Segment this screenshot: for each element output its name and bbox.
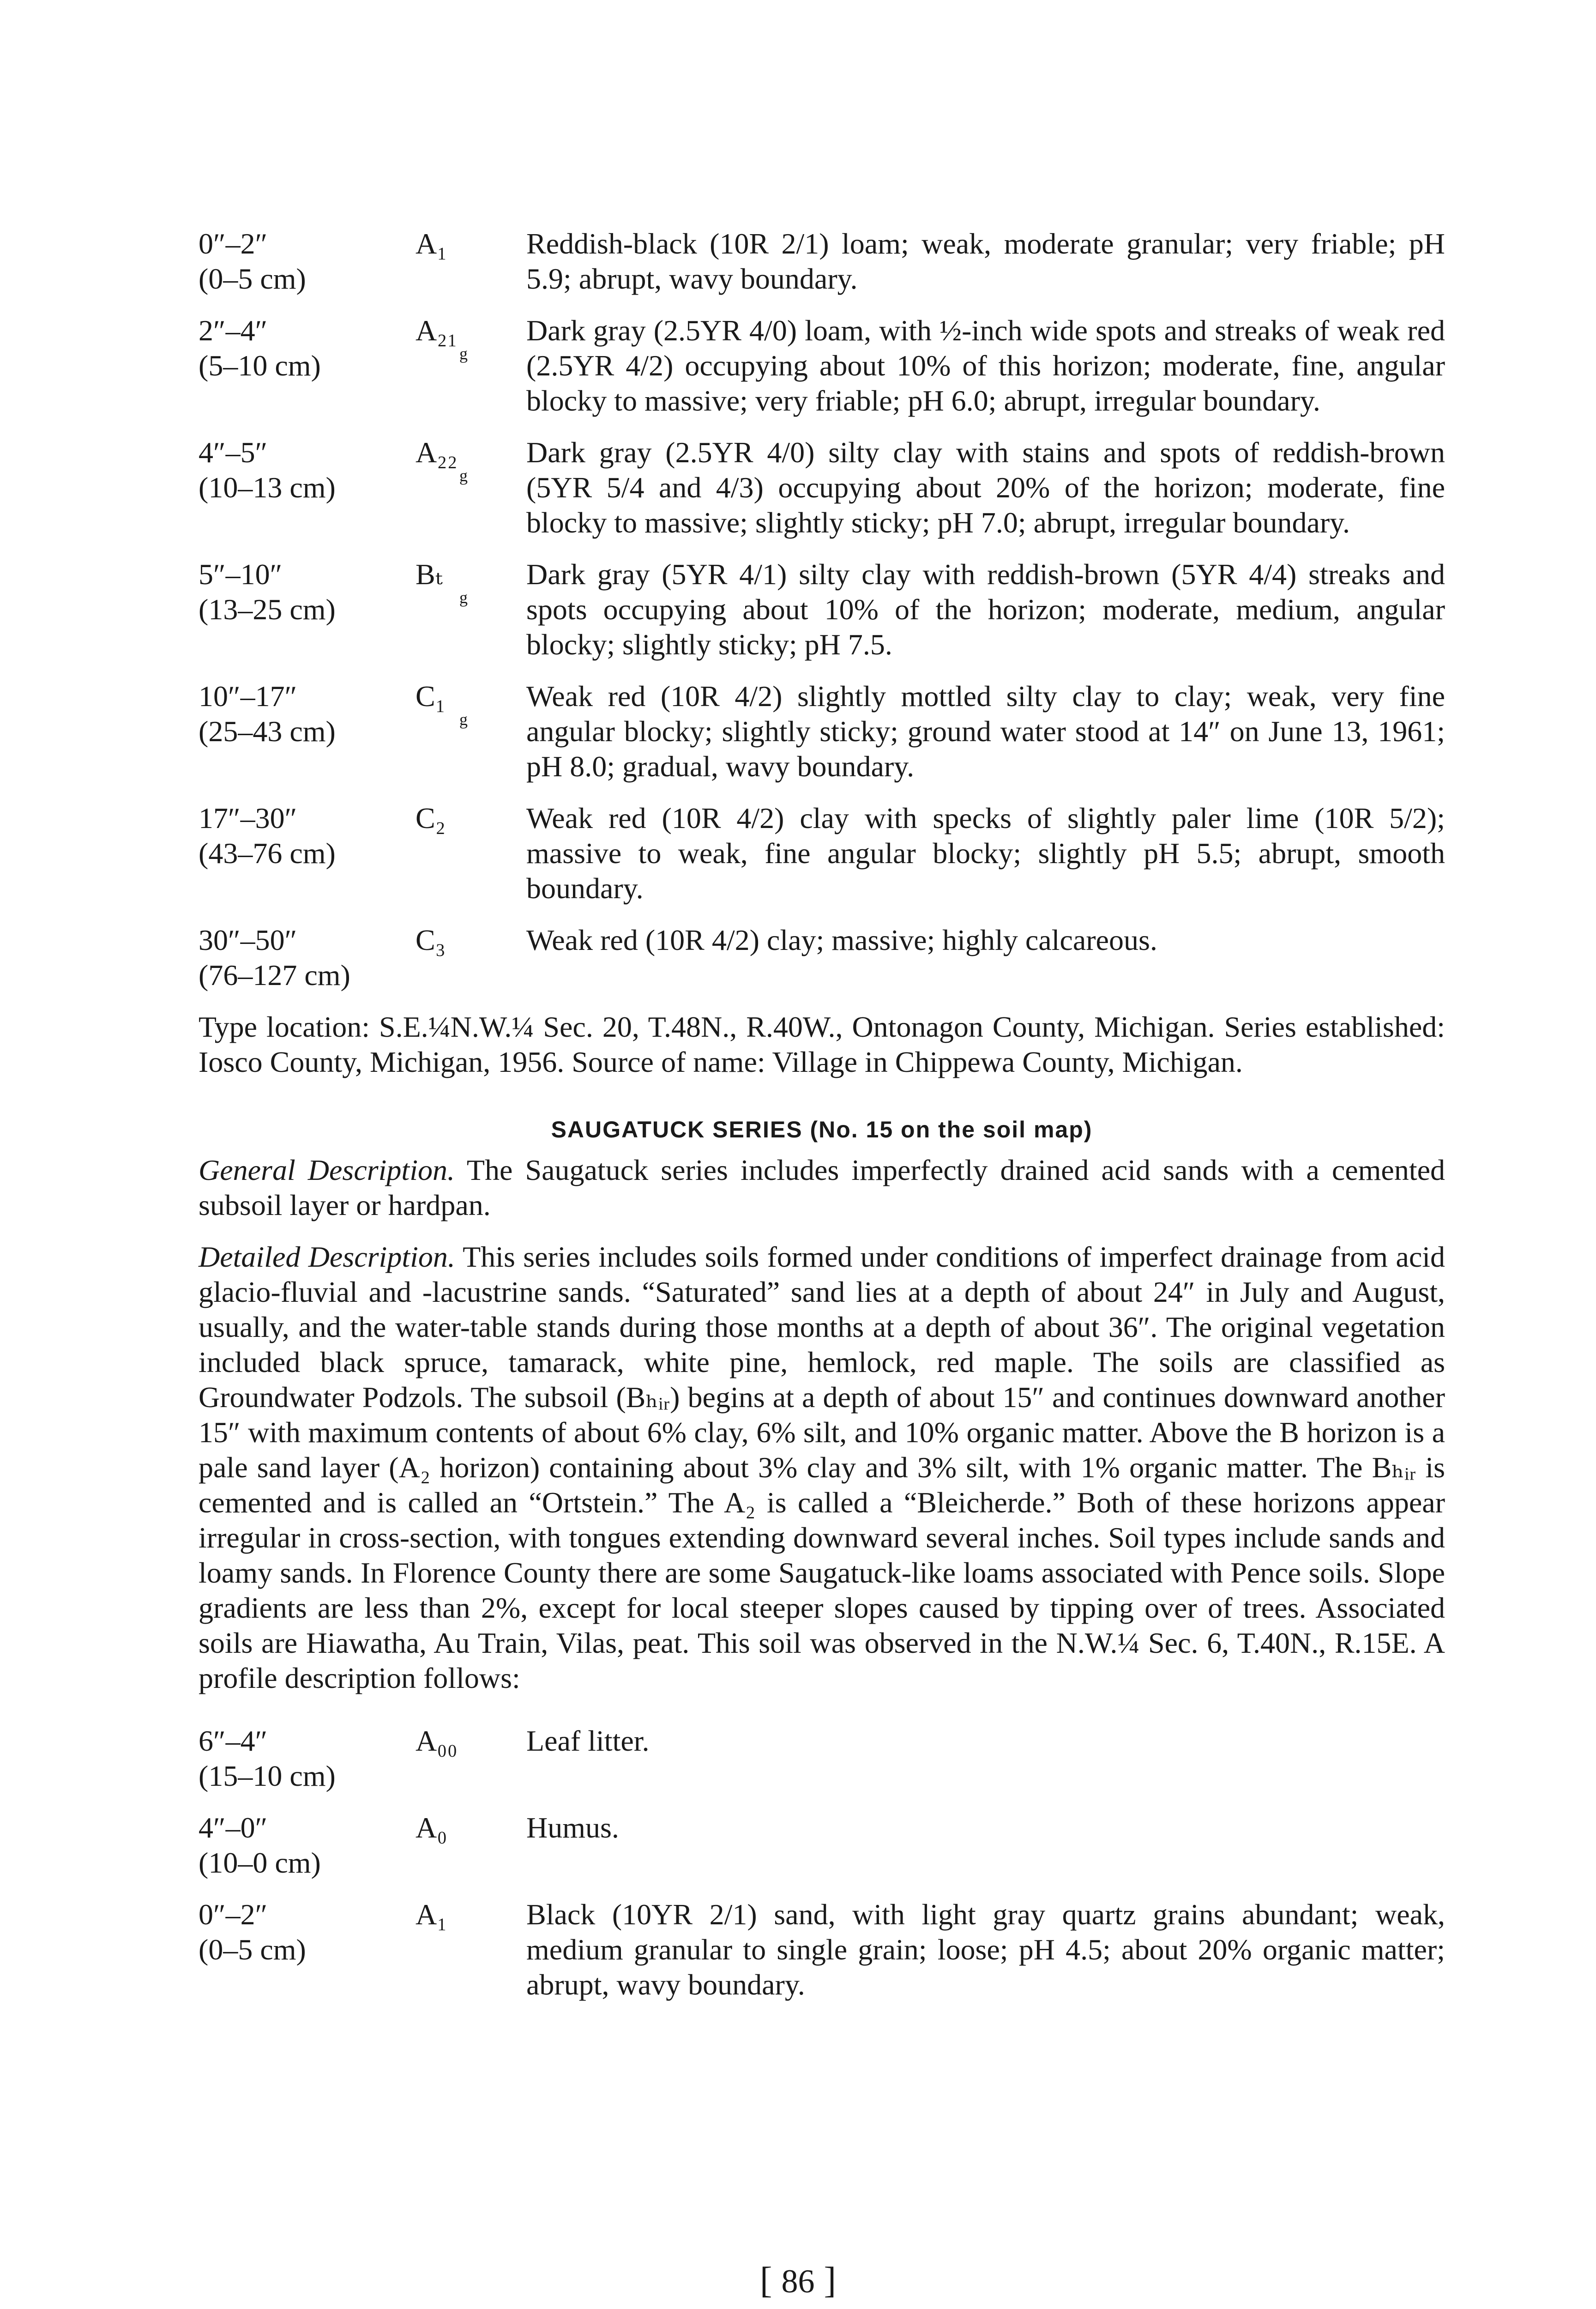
depth-inches: 4″–0″ <box>199 1811 268 1844</box>
depth-cm: (43–76 cm) <box>199 837 336 870</box>
horizon-code <box>416 801 526 906</box>
depth-inches: 30″–50″ <box>199 924 297 956</box>
horizon-row <box>199 923 1445 993</box>
general-description-text: The Saugatuck series includes imperfectly drained acid sands with a cemented subsoil layer or hardpan. <box>199 1154 1445 1221</box>
horizon-description: Black (10YR 2/1) sand, with light gray quartz grains abundant; weak, medium granular to single grain; loose; pH 4.5; about 20% organic matter; abrupt, wavy boundary. <box>526 1898 1445 2001</box>
horizon-description: Reddish-black (10R 2/1) loam; weak, moderate granular; very friable; pH 5.9; abrupt, wavy boundary. <box>526 227 1445 295</box>
detailed-description-text: This series includes soils formed under conditions of imperfect drainage from acid glacio-fluvial and -lacustrine sands. “Saturated” sand lies at a depth of about 24″ in July and August, usually, and the water-table stands during those months at a depth of about 36″. The original vegetation included black spruce, tamarack, white pine, hemlock, red maple. The soils are classified as Groundwater Podzols. The subsoil (Bₕᵢᵣ) begins at a depth of about 15″ and continues downward another 15″ with maximum contents of about 6% clay, 6% silt, and 10% organic matter. Above the B horizon is a pale sand layer (A₂ horizon) containing about 3% clay and 3% silt, with 1% organic matter. The Bₕᵢᵣ is cemented and is called an “Ortstein.” The A₂ is called a “Bleicherde.” Both of these horizons appear irregular in cross-section, with tongues extending downward several inches. Soil types include sands and loamy sands. In Florence County there are some Saugatuck-like loams associated with Pence soils. Slope gradients are less than 2%, except for local steeper slopes caused by tipping over of trees. Associated soils are Hiawatha, Au Train, Vilas, peat. This soil was observed in the N.W.¼ Sec. 6, T.40N., R.15E. A profile description follows: <box>199 1240 1445 1694</box>
horizon-symbol: C₃ <box>416 924 446 956</box>
horizon-description: Humus. <box>526 1811 619 1844</box>
horizon-code <box>416 226 526 296</box>
horizon-symbol: A₂₁ <box>416 314 458 347</box>
horizon-code <box>416 1897 526 2002</box>
horizon-code <box>416 313 526 418</box>
detailed-description-lead: Detailed Description. <box>199 1240 455 1273</box>
depth-inches: 0″–2″ <box>199 1898 268 1931</box>
horizon-code <box>416 679 526 784</box>
horizon-depth <box>199 923 416 993</box>
gley-mark: g <box>459 345 468 363</box>
horizon-symbol: C₂ <box>416 802 446 834</box>
depth-cm: (13–25 cm) <box>199 593 336 626</box>
left-bracket: [ <box>759 2260 782 2301</box>
gley-mark: g <box>459 588 468 607</box>
page-body <box>199 226 1445 2019</box>
horizon-description: Dark gray (5YR 4/1) silty clay with reddish-brown (5YR 4/4) streaks and spots occupying about 10% of the horizon; moderate, medium, angular blocky; slightly sticky; pH 7.5. <box>526 558 1445 661</box>
horizon-symbol: Bₜ <box>416 558 443 591</box>
horizon-depth <box>199 313 416 418</box>
horizon-depth <box>199 435 416 540</box>
horizon-code <box>416 435 526 540</box>
depth-cm: (15–10 cm) <box>199 1759 336 1792</box>
depth-inches: 0″–2″ <box>199 227 268 260</box>
horizon-code <box>416 923 526 993</box>
page-number <box>0 2262 1596 2300</box>
detailed-description-paragraph <box>199 1239 1445 1696</box>
horizon-depth <box>199 1810 416 1880</box>
horizon-row <box>199 1723 1445 1794</box>
horizon-row <box>199 679 1445 784</box>
horizon-symbol: A₀ <box>416 1811 447 1844</box>
horizon-row <box>199 1810 1445 1880</box>
general-description-paragraph <box>199 1153 1445 1223</box>
horizon-code <box>416 557 526 662</box>
depth-inches: 17″–30″ <box>199 802 297 834</box>
horizon-symbol: A₁ <box>416 227 447 260</box>
horizon-depth <box>199 679 416 784</box>
horizon-depth <box>199 226 416 296</box>
horizon-description: Dark gray (2.5YR 4/0) silty clay with stains and spots of reddish-brown (5YR 5/4 and 4/3) occupying about 20% of the horizon; moderate, fine blocky to massive; slightly sticky; pH 7.0; abrupt, irregular boundary. <box>526 436 1445 539</box>
depth-cm: (25–43 cm) <box>199 715 336 748</box>
depth-cm: (0–5 cm) <box>199 262 306 295</box>
horizon-row <box>199 435 1445 540</box>
depth-cm: (76–127 cm) <box>199 959 350 991</box>
horizon-description: Weak red (10R 4/2) clay with specks of slightly paler lime (10R 5/2); massive to weak, fine angular blocky; slightly pH 5.5; abrupt, smooth boundary. <box>526 802 1445 905</box>
right-bracket: ] <box>814 2260 837 2301</box>
horizon-depth <box>199 557 416 662</box>
horizon-row <box>199 313 1445 418</box>
horizon-symbol: A₂₂ <box>416 436 458 469</box>
gley-mark: g <box>459 710 468 729</box>
horizon-row <box>199 1897 1445 2002</box>
depth-cm: (0–5 cm) <box>199 1933 306 1966</box>
page-number-value: 86 <box>781 2263 815 2300</box>
horizon-row <box>199 557 1445 662</box>
horizon-depth <box>199 801 416 906</box>
horizon-code <box>416 1810 526 1880</box>
horizon-depth <box>199 1897 416 2002</box>
horizon-description: Leaf litter. <box>526 1724 650 1757</box>
depth-inches: 4″–5″ <box>199 436 268 469</box>
depth-inches: 2″–4″ <box>199 314 268 347</box>
depth-cm: (5–10 cm) <box>199 349 321 382</box>
general-description-lead: General Description. <box>199 1154 455 1186</box>
horizon-symbol: C₁ <box>416 680 446 713</box>
horizon-row <box>199 801 1445 906</box>
gley-mark: g <box>459 466 468 485</box>
depth-inches: 5″–10″ <box>199 558 283 591</box>
horizon-code <box>416 1723 526 1794</box>
horizon-depth <box>199 1723 416 1794</box>
type-location-paragraph: Type location: S.E.¼N.W.¼ Sec. 20, T.48N., R.40W., Ontonagon County, Michigan. Series established: Iosco County, Michigan, 1956. Source of name: Village in Chippewa County, Michigan. <box>199 1010 1445 1078</box>
profile-table-2 <box>199 1723 1445 2002</box>
horizon-description: Weak red (10R 4/2) slightly mottled silty clay to clay; weak, very fine angular blocky; slightly sticky; ground water stood at 14″ on June 13, 1961; pH 8.0; gradual, wavy boundary. <box>526 680 1445 783</box>
horizon-symbol: A₁ <box>416 1898 447 1931</box>
horizon-row <box>199 226 1445 296</box>
depth-inches: 6″–4″ <box>199 1724 268 1757</box>
horizon-description: Dark gray (2.5YR 4/0) loam, with ½-inch wide spots and streaks of weak red (2.5YR 4/2) occupying about 10% of this horizon; moderate, fine, angular blocky to massive; very friable; pH 6.0; abrupt, irregular boundary. <box>526 314 1445 417</box>
section-title: SAUGATUCK SERIES (No. 15 on the soil map) <box>551 1117 1093 1142</box>
horizon-symbol: A₀₀ <box>416 1724 458 1757</box>
depth-cm: (10–0 cm) <box>199 1846 321 1879</box>
horizon-description: Weak red (10R 4/2) clay; massive; highly calcareous. <box>526 924 1157 956</box>
profile-table-1 <box>199 226 1445 993</box>
depth-cm: (10–13 cm) <box>199 471 336 504</box>
depth-inches: 10″–17″ <box>199 680 297 713</box>
